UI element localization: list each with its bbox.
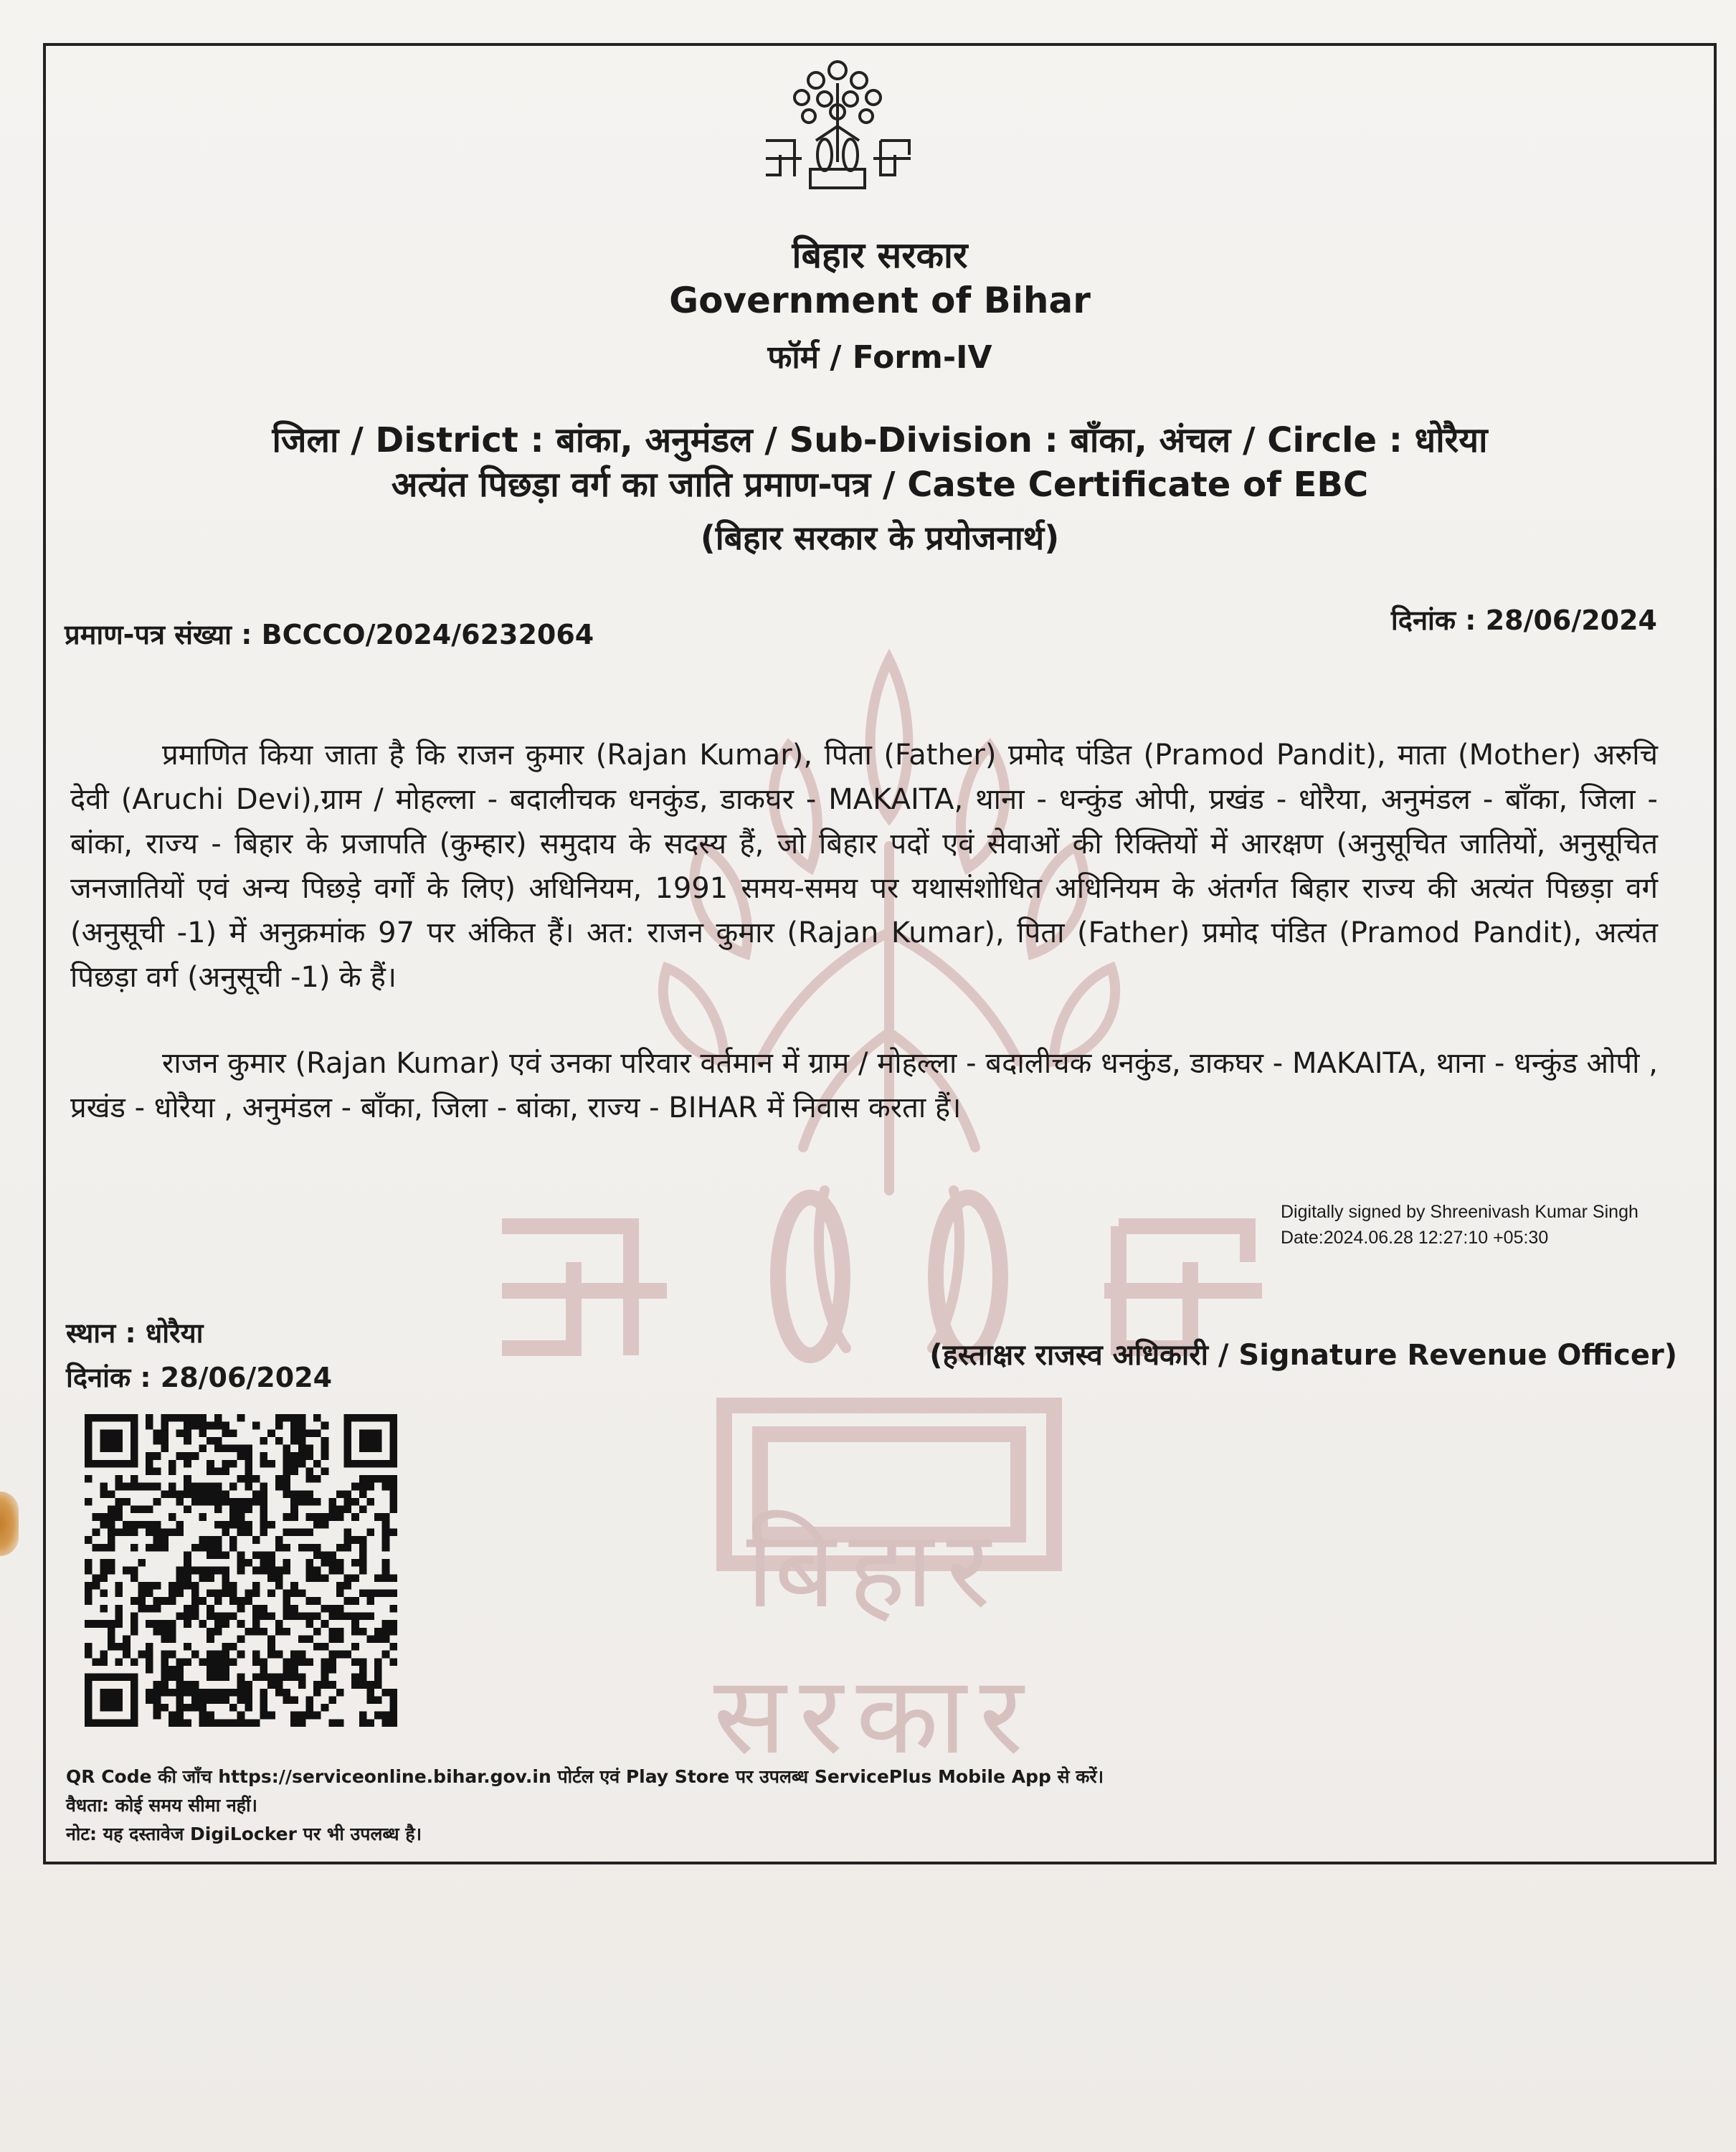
government-english-heading: Government of Bihar — [669, 280, 1091, 321]
certificate-body-paragraph-2: राजन कुमार (Rajan Kumar) एवं उनका परिवार वर्तमान में ग्राम / मोहल्ला - बदालीचक धनकुंड, डाकघर - MAKAITA, थाना - धन्कुंड ओपी , प्रखंड - धोरैया , अनुमंडल - बाँका, जिला - बांका, राज्य - BIHAR में निवास करता हैं। — [70, 1047, 1658, 1124]
digital-signature-signer: Digitally signed by Shreenivash Kumar Singh — [1281, 1202, 1638, 1222]
place-label: स्थान : धोरैया — [66, 1317, 204, 1349]
qr-modules — [85, 1414, 397, 1727]
form-number: फॉर्म / Form-IV — [767, 339, 992, 376]
government-hindi-heading: बिहार सरकार — [792, 234, 968, 276]
paper-stain — [0, 1492, 19, 1556]
footer-qr-verification: QR Code की जाँच https://serviceonline.bihar.gov.in पोर्टल एवं Play Store पर उपलब्ध ServicePlus Mobile App से करें। — [66, 1766, 1104, 1787]
district-line: जिला / District : बांका, अनुमंडल / Sub-Division : बाँका, अंचल / Circle : धोरैया — [272, 420, 1488, 460]
qr-code — [85, 1414, 397, 1727]
footer-validity: वैधता: कोई समय सीमा नहीं। — [66, 1795, 258, 1816]
place-date: दिनांक : 28/06/2024 — [66, 1362, 333, 1393]
certificate-body-paragraph-1: प्रमाणित किया जाता है कि राजन कुमार (Rajan Kumar), पिता (Father) प्रमोद पंडित (Pramod Pandit), माता (Mother) अरुचि देवी (Aruchi Devi),ग्राम / मोहल्ला - बदालीचक धनकुंड, डाकघर - MAKAITA, थाना - धन्कुंड ओपी, प्रखंड - धोरैया, अनुमंडल - बाँका, जिला - बांका, राज्य - बिहार के प्रजापति (कुम्हार) समुदाय के सदस्य हैं, जो बिहार पदों एवं सेवाओं की रिक्तियों में आरक्षण (अनुसूचित जातियों, अनुसूचित जनजातियों एवं अन्य पिछड़े वर्गों के लिए) अधिनियम, 1991 समय-समय पर यथासंशोधित अधिनियम के अंतर्गत बिहार राज्य की अत्यंत पिछड़ा वर्ग (अनुसूची -1) में अनुक्रमांक 97 पर अंकित हैं। अत: राजन कुमार (Rajan Kumar), पिता (Father) प्रमोद पंडित (Pramod Pandit), अत्यंत पिछड़ा वर्ग (अनुसूची -1) के हैं। — [70, 739, 1658, 994]
certificate-purpose: (बिहार सरकार के प्रयोजनार्थ) — [700, 518, 1060, 557]
signature-label: (हस्ताक्षर राजस्व अधिकारी / Signature Revenue Officer) — [929, 1339, 1677, 1372]
footer-notes — [66, 1763, 1104, 1849]
watermark-text: बिहार सरकार — [713, 1507, 1037, 1778]
footer-digilocker-note: नोट: यह दस्तावेज DigiLocker पर भी उपलब्ध है। — [66, 1824, 422, 1844]
bihar-emblem-logo — [759, 54, 916, 191]
certificate-number: प्रमाण-पत्र संख्या : BCCCO/2024/6232064 — [65, 619, 594, 650]
digital-signature-date: Date:2024.06.28 12:27:10 +05:30 — [1281, 1228, 1549, 1248]
issue-date: दिनांक : 28/06/2024 — [1390, 605, 1657, 636]
certificate-title: अत्यंत पिछड़ा वर्ग का जाति प्रमाण-पत्र / Caste Certificate of EBC — [391, 465, 1369, 505]
digital-signature — [1281, 1199, 1638, 1251]
